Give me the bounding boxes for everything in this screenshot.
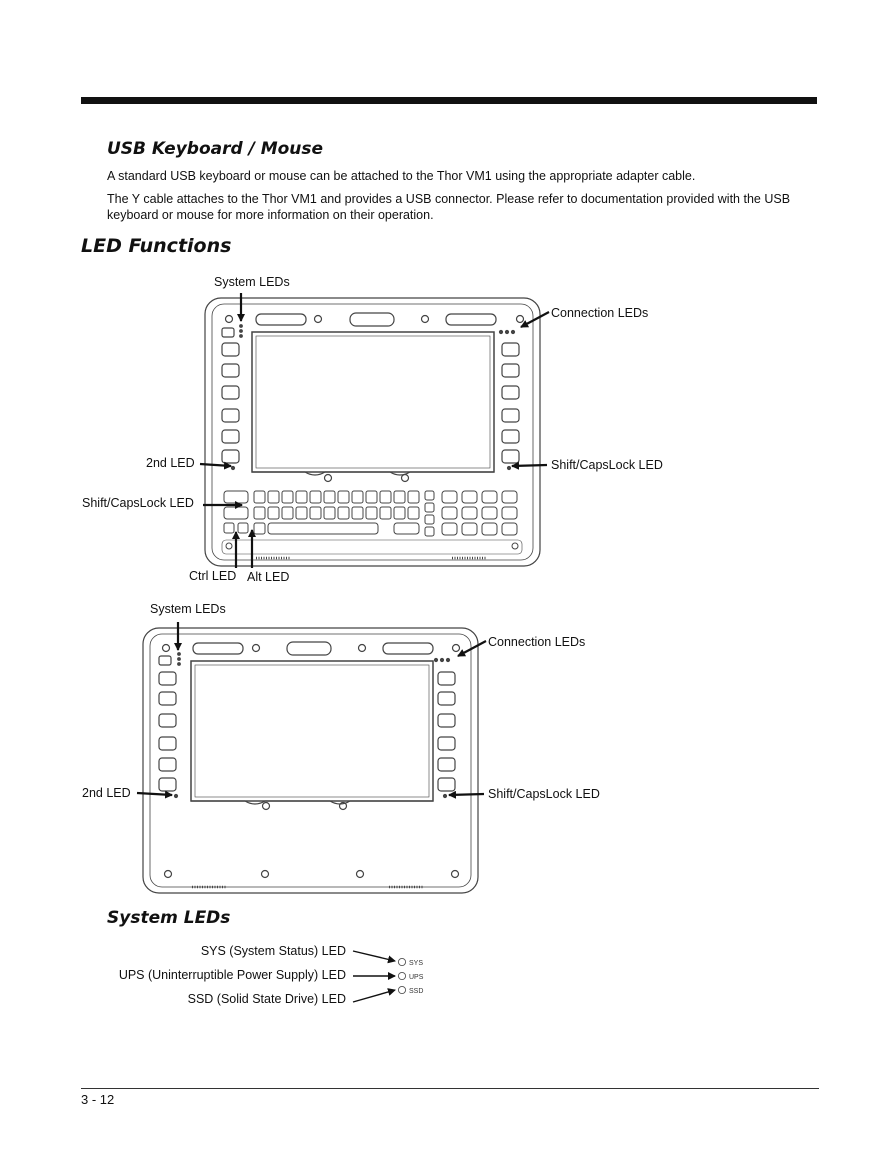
device-with-keyboard-illustration bbox=[205, 298, 540, 566]
fig2-shift-capslock-label: Shift/CapsLock LED bbox=[488, 787, 600, 801]
sys-led-label: SYS (System Status) LED bbox=[200, 944, 346, 958]
device-without-keyboard-illustration bbox=[143, 628, 478, 893]
fig2-connection-leds-label: Connection LEDs bbox=[488, 635, 586, 649]
system-leds-heading: System LEDs bbox=[107, 908, 231, 928]
keyboard-keys bbox=[222, 491, 522, 558]
sys-tag: SYS bbox=[409, 960, 424, 967]
usb-heading: USB Keyboard / Mouse bbox=[107, 139, 324, 159]
led-functions-heading: LED Functions bbox=[81, 235, 232, 257]
fig1-connection-leds-label: Connection LEDs bbox=[551, 306, 649, 320]
usb-paragraph-2: The Y cable attaches to the Thor VM1 and provides a USB connector. Please refer to documentation provided with the USB keyboard or mouse for more information on their operation. bbox=[107, 192, 791, 222]
fig1-system-leds-label: System LEDs bbox=[214, 275, 290, 289]
fig1-2nd-led-label: 2nd LED bbox=[146, 456, 195, 470]
fig1-shift-capslock-right-label: Shift/CapsLock LED bbox=[551, 458, 663, 472]
footer-rule bbox=[81, 1088, 819, 1089]
usb-paragraph-1: A standard USB keyboard or mouse can be attached to the Thor VM1 using the appropriate adapter cable. bbox=[107, 169, 696, 183]
fig2-system-leds-label: System LEDs bbox=[150, 602, 226, 616]
fig1-ctrl-led-label: Ctrl LED bbox=[189, 569, 237, 583]
fig1-shift-capslock-left-label: Shift/CapsLock LED bbox=[82, 496, 194, 510]
ssd-led-label: SSD (Solid State Drive) LED bbox=[187, 992, 346, 1006]
ssd-tag: SSD bbox=[409, 988, 424, 995]
fig1-alt-led-label: Alt LED bbox=[247, 570, 290, 584]
page-number: 3 - 12 bbox=[81, 1092, 115, 1107]
system-led-indicators bbox=[398, 958, 405, 993]
fig2-2nd-led-label: 2nd LED bbox=[82, 786, 131, 800]
ups-tag: UPS bbox=[409, 974, 424, 981]
ups-led-label: UPS (Uninterruptible Power Supply) LED bbox=[118, 968, 346, 982]
